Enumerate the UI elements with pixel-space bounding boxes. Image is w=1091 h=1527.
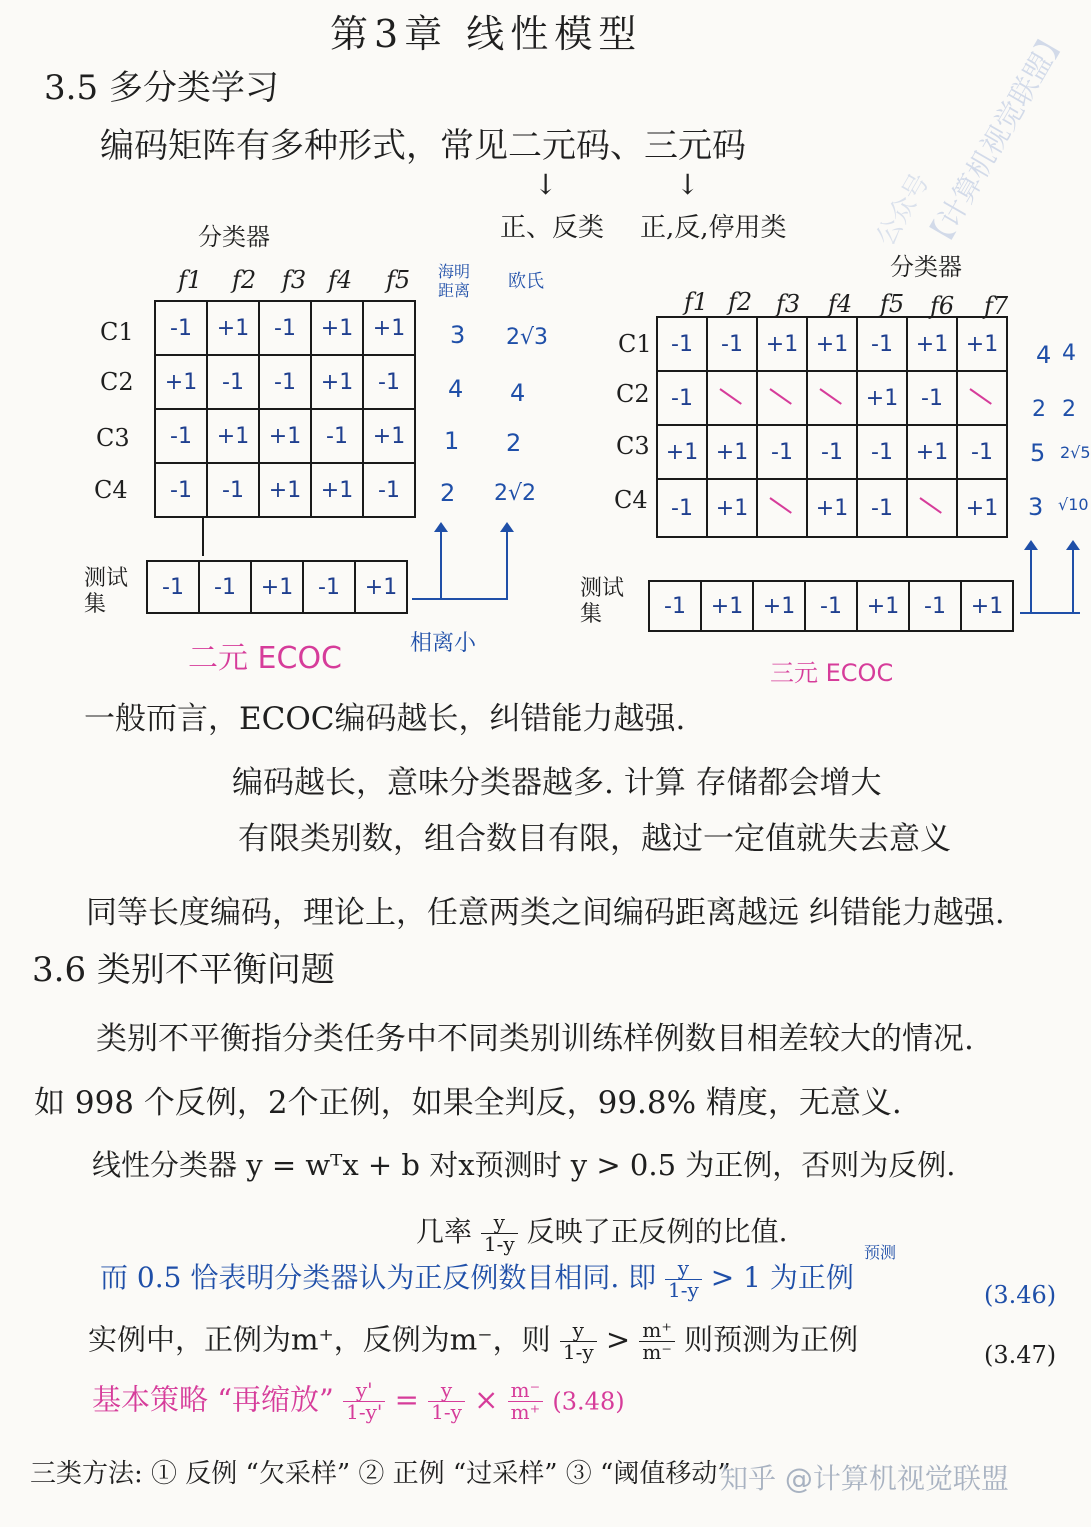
fraction: $\frac{y}{1-y}$ (428, 1380, 465, 1423)
ternary-ecoc-name: 三元 ECOC (770, 659, 894, 687)
fraction: $\frac{y'}{1-y'}$ (343, 1380, 385, 1423)
matrix-cell: +1 (957, 479, 1007, 537)
ternary-class-note: 正,反,停用类 (640, 213, 787, 243)
matrix-cell: -1 (657, 371, 707, 425)
ternary-col-header: f5 (880, 290, 905, 318)
table-row (155, 463, 415, 517)
fraction: $\frac{y}{1-y}$ (481, 1212, 518, 1255)
test-cell: -1 (805, 581, 857, 631)
table-row (657, 317, 1007, 371)
binary-class-note: 正、反类 (500, 213, 605, 243)
table-row (657, 371, 1007, 425)
hamming-label: 海明距离 (438, 262, 471, 301)
up-arrow-icon (506, 530, 508, 598)
binary-code-matrix (154, 300, 416, 518)
eq-347: (3.47) (984, 1341, 1057, 1369)
euclid-label: 欧氏 (508, 271, 544, 292)
euclid-distance: 4 (510, 379, 526, 407)
matrix-cell: +1 (707, 425, 757, 479)
p5-end: 为正例 (769, 1261, 854, 1294)
section-35-heading: 3.5 多分类学习 (44, 68, 279, 108)
down-arrow-icon: ↓ (534, 168, 558, 201)
hamming-distance: 3 (1028, 493, 1044, 521)
ternary-test-row (648, 580, 1014, 632)
matrix-cell: -1 (155, 409, 207, 463)
ternary-row-label: C2 (616, 380, 650, 408)
disabled-cell (757, 479, 807, 537)
down-arrow-icon: ↓ (676, 168, 700, 201)
gt-one: > 1 (710, 1261, 761, 1294)
euclid-distance: 2√3 (506, 325, 549, 350)
matrix-cell: -1 (907, 371, 957, 425)
binary-test-label: 测试集 (84, 566, 129, 618)
note-line: 有限类别数，组合数目有限，越过一定值就失去意义 (238, 821, 951, 857)
test-cell: +1 (355, 561, 407, 613)
test-cell: +1 (251, 561, 303, 613)
matrix-cell: +1 (657, 425, 707, 479)
up-arrow-icon (440, 530, 442, 598)
matrix-cell: +1 (907, 317, 957, 371)
table-row (155, 355, 415, 409)
matrix-cell: +1 (957, 317, 1007, 371)
matrix-cell: +1 (363, 409, 415, 463)
matrix-cell: -1 (807, 425, 857, 479)
odds-suffix: 反映了正反例的比值. (526, 1215, 788, 1248)
matrix-cell: -1 (155, 463, 207, 517)
binary-test-row (146, 560, 408, 614)
binary-col-header: f4 (328, 266, 353, 294)
test-cell: +1 (753, 581, 805, 631)
pointer-line (1020, 612, 1080, 614)
euclid-distance: √10 (1058, 495, 1089, 514)
euclid-distance: 2 (1062, 397, 1076, 422)
matrix-cell: +1 (259, 463, 311, 517)
note-line: 同等长度编码，理论上，任意两类之间编码距离越远 纠错能力越强. (86, 895, 1005, 931)
binary-col-header: f1 (178, 266, 203, 294)
disabled-cell (957, 371, 1007, 425)
section-36-p5 (100, 1258, 854, 1301)
matrix-cell: +1 (311, 301, 363, 355)
hamming-distance: 2 (440, 479, 456, 507)
matrix-cell: +1 (757, 317, 807, 371)
section-36-p1: 类别不平衡指分类任务中不同类别训练样例数目相差较大的情况. (96, 1021, 974, 1057)
page-title: 第3章 线性模型 (330, 12, 643, 56)
euclid-distance: 2√2 (494, 481, 537, 506)
p5-text: 而 0.5 恰表明分类器认为正反例数目相同. 即 (100, 1261, 657, 1294)
matrix-cell: -1 (207, 355, 259, 409)
note-line: 编码越长，意味分类器越多. 计算 存储都会增大 (232, 765, 882, 801)
section-36-p2: 如 998 个反例，2个正例，如果全判反，99.8% 精度，无意义. (34, 1085, 902, 1121)
ternary-col-header: f1 (684, 288, 709, 316)
fraction: $\frac{y}{1-y}$ (665, 1258, 702, 1301)
hamming-distance: 4 (1036, 341, 1052, 369)
matrix-cell: -1 (657, 479, 707, 537)
gt-sign: > (605, 1322, 631, 1357)
matrix-cell: -1 (155, 301, 207, 355)
matrix-cell: -1 (363, 463, 415, 517)
matrix-cell: -1 (757, 425, 807, 479)
odds-label: 几率 (416, 1215, 473, 1248)
test-cell: -1 (649, 581, 701, 631)
eq-348: (3.48) (552, 1387, 625, 1416)
hamming-distance: 1 (444, 427, 460, 455)
hamming-distance: 4 (448, 375, 464, 403)
ternary-col-header: f3 (776, 290, 801, 318)
matrix-cell: -1 (957, 425, 1007, 479)
fraction: $\frac{m^+}{m^-}$ (639, 1320, 675, 1363)
matrix-cell: +1 (807, 479, 857, 537)
section-35-intro: 编码矩阵有多种形式，常见二元码、三元码 (100, 126, 746, 166)
divider (202, 516, 204, 556)
binary-row-label: C3 (96, 424, 130, 452)
table-row (155, 409, 415, 463)
ternary-row-label: C1 (618, 330, 652, 358)
table-row (147, 561, 407, 613)
matrix-cell: +1 (207, 409, 259, 463)
table-row (657, 425, 1007, 479)
matrix-cell: -1 (857, 317, 907, 371)
test-cell: -1 (303, 561, 355, 613)
hamming-distance: 3 (450, 321, 466, 349)
test-cell: +1 (961, 581, 1013, 631)
test-cell: +1 (701, 581, 753, 631)
binary-row-label: C1 (100, 318, 134, 346)
hamming-distance: 5 (1030, 439, 1046, 467)
euclid-distance: 2 (506, 429, 522, 457)
matrix-cell: -1 (857, 479, 907, 537)
matrix-cell: -1 (707, 317, 757, 371)
matrix-cell: +1 (363, 301, 415, 355)
binary-col-header: f2 (232, 266, 257, 294)
table-row (649, 581, 1013, 631)
matrix-cell: +1 (311, 463, 363, 517)
disabled-cell (757, 371, 807, 425)
ternary-classifier-label: 分类器 (890, 253, 962, 281)
table-row (657, 479, 1007, 537)
matrix-cell: +1 (907, 425, 957, 479)
disabled-cell (807, 371, 857, 425)
nearest-label: 相离小 (410, 631, 477, 656)
disabled-cell (707, 371, 757, 425)
euclid-distance: 4 (1062, 341, 1076, 366)
fraction: $\frac{y}{1-y}$ (560, 1320, 597, 1363)
table-row (155, 301, 415, 355)
euclid-distance: 2√5 (1060, 443, 1091, 462)
p6-prefix: 实例中，正例为m⁺，反例为m⁻，则 (88, 1322, 551, 1357)
ternary-col-header: f4 (828, 290, 853, 318)
predict-small-label: 预测 (864, 1243, 897, 1262)
ternary-col-header: f7 (984, 292, 1009, 320)
binary-col-header: f5 (386, 266, 411, 294)
ternary-row-label: C4 (614, 486, 648, 514)
pointer-line (412, 598, 508, 600)
binary-classifier-label: 分类器 (198, 223, 270, 251)
test-cell: -1 (909, 581, 961, 631)
matrix-cell: -1 (259, 355, 311, 409)
matrix-cell: +1 (311, 355, 363, 409)
matrix-cell: -1 (363, 355, 415, 409)
times-sign: × (474, 1382, 499, 1417)
binary-row-label: C2 (100, 368, 134, 396)
matrix-cell: -1 (311, 409, 363, 463)
matrix-cell: -1 (657, 317, 707, 371)
ternary-col-header: f6 (930, 292, 955, 320)
test-cell: +1 (857, 581, 909, 631)
matrix-cell: -1 (207, 463, 259, 517)
matrix-cell: -1 (857, 425, 907, 479)
matrix-cell: +1 (857, 371, 907, 425)
hamming-distance: 2 (1032, 397, 1046, 422)
disabled-cell (907, 479, 957, 537)
matrix-cell: -1 (259, 301, 311, 355)
section-36-p3: 线性分类器 y = wᵀx + b 对x预测时 y > 0.5 为正例，否则为反例. (92, 1148, 956, 1182)
p6-end: 则预测为正例 (684, 1322, 859, 1357)
binary-col-header: f3 (282, 266, 307, 294)
matrix-cell: +1 (807, 317, 857, 371)
matrix-cell: +1 (207, 301, 259, 355)
up-arrow-icon (1030, 548, 1032, 612)
matrix-cell: +1 (707, 479, 757, 537)
watermark-vertical-sub: 公众号 (870, 168, 936, 252)
equals-sign: = (394, 1382, 419, 1417)
section-36-p6 (88, 1320, 858, 1363)
test-cell: -1 (147, 561, 199, 613)
matrix-cell: +1 (259, 409, 311, 463)
ternary-row-label: C3 (616, 432, 650, 460)
ternary-col-header: f2 (728, 288, 753, 316)
p7-prefix: 基本策略 “再缩放” (92, 1382, 334, 1417)
fraction: $\frac{m^-}{m^+}$ (508, 1380, 544, 1423)
binary-row-label: C4 (94, 476, 128, 504)
section-36-p8: 三类方法: ① 反例 “欠采样” ② 正例 “过采样” ③ “阈值移动” (30, 1459, 731, 1489)
up-arrow-icon (1072, 548, 1074, 612)
test-cell: -1 (199, 561, 251, 613)
section-36-p4 (416, 1212, 788, 1255)
eq-346: (3.46) (984, 1281, 1057, 1309)
note-line: 一般而言，ECOC编码越长，纠错能力越强. (84, 701, 686, 737)
section-36-p7 (92, 1380, 625, 1423)
watermark-text: 知乎 @计算机视觉联盟 (720, 1462, 1009, 1495)
ternary-test-label: 测试集 (580, 576, 625, 628)
watermark-vertical: 【计算机视觉联盟】 (918, 22, 1073, 258)
ternary-code-matrix (656, 316, 1008, 538)
binary-ecoc-name: 二元 ECOC (188, 641, 342, 676)
matrix-cell: +1 (155, 355, 207, 409)
section-36-heading: 3.6 类别不平衡问题 (32, 950, 335, 990)
